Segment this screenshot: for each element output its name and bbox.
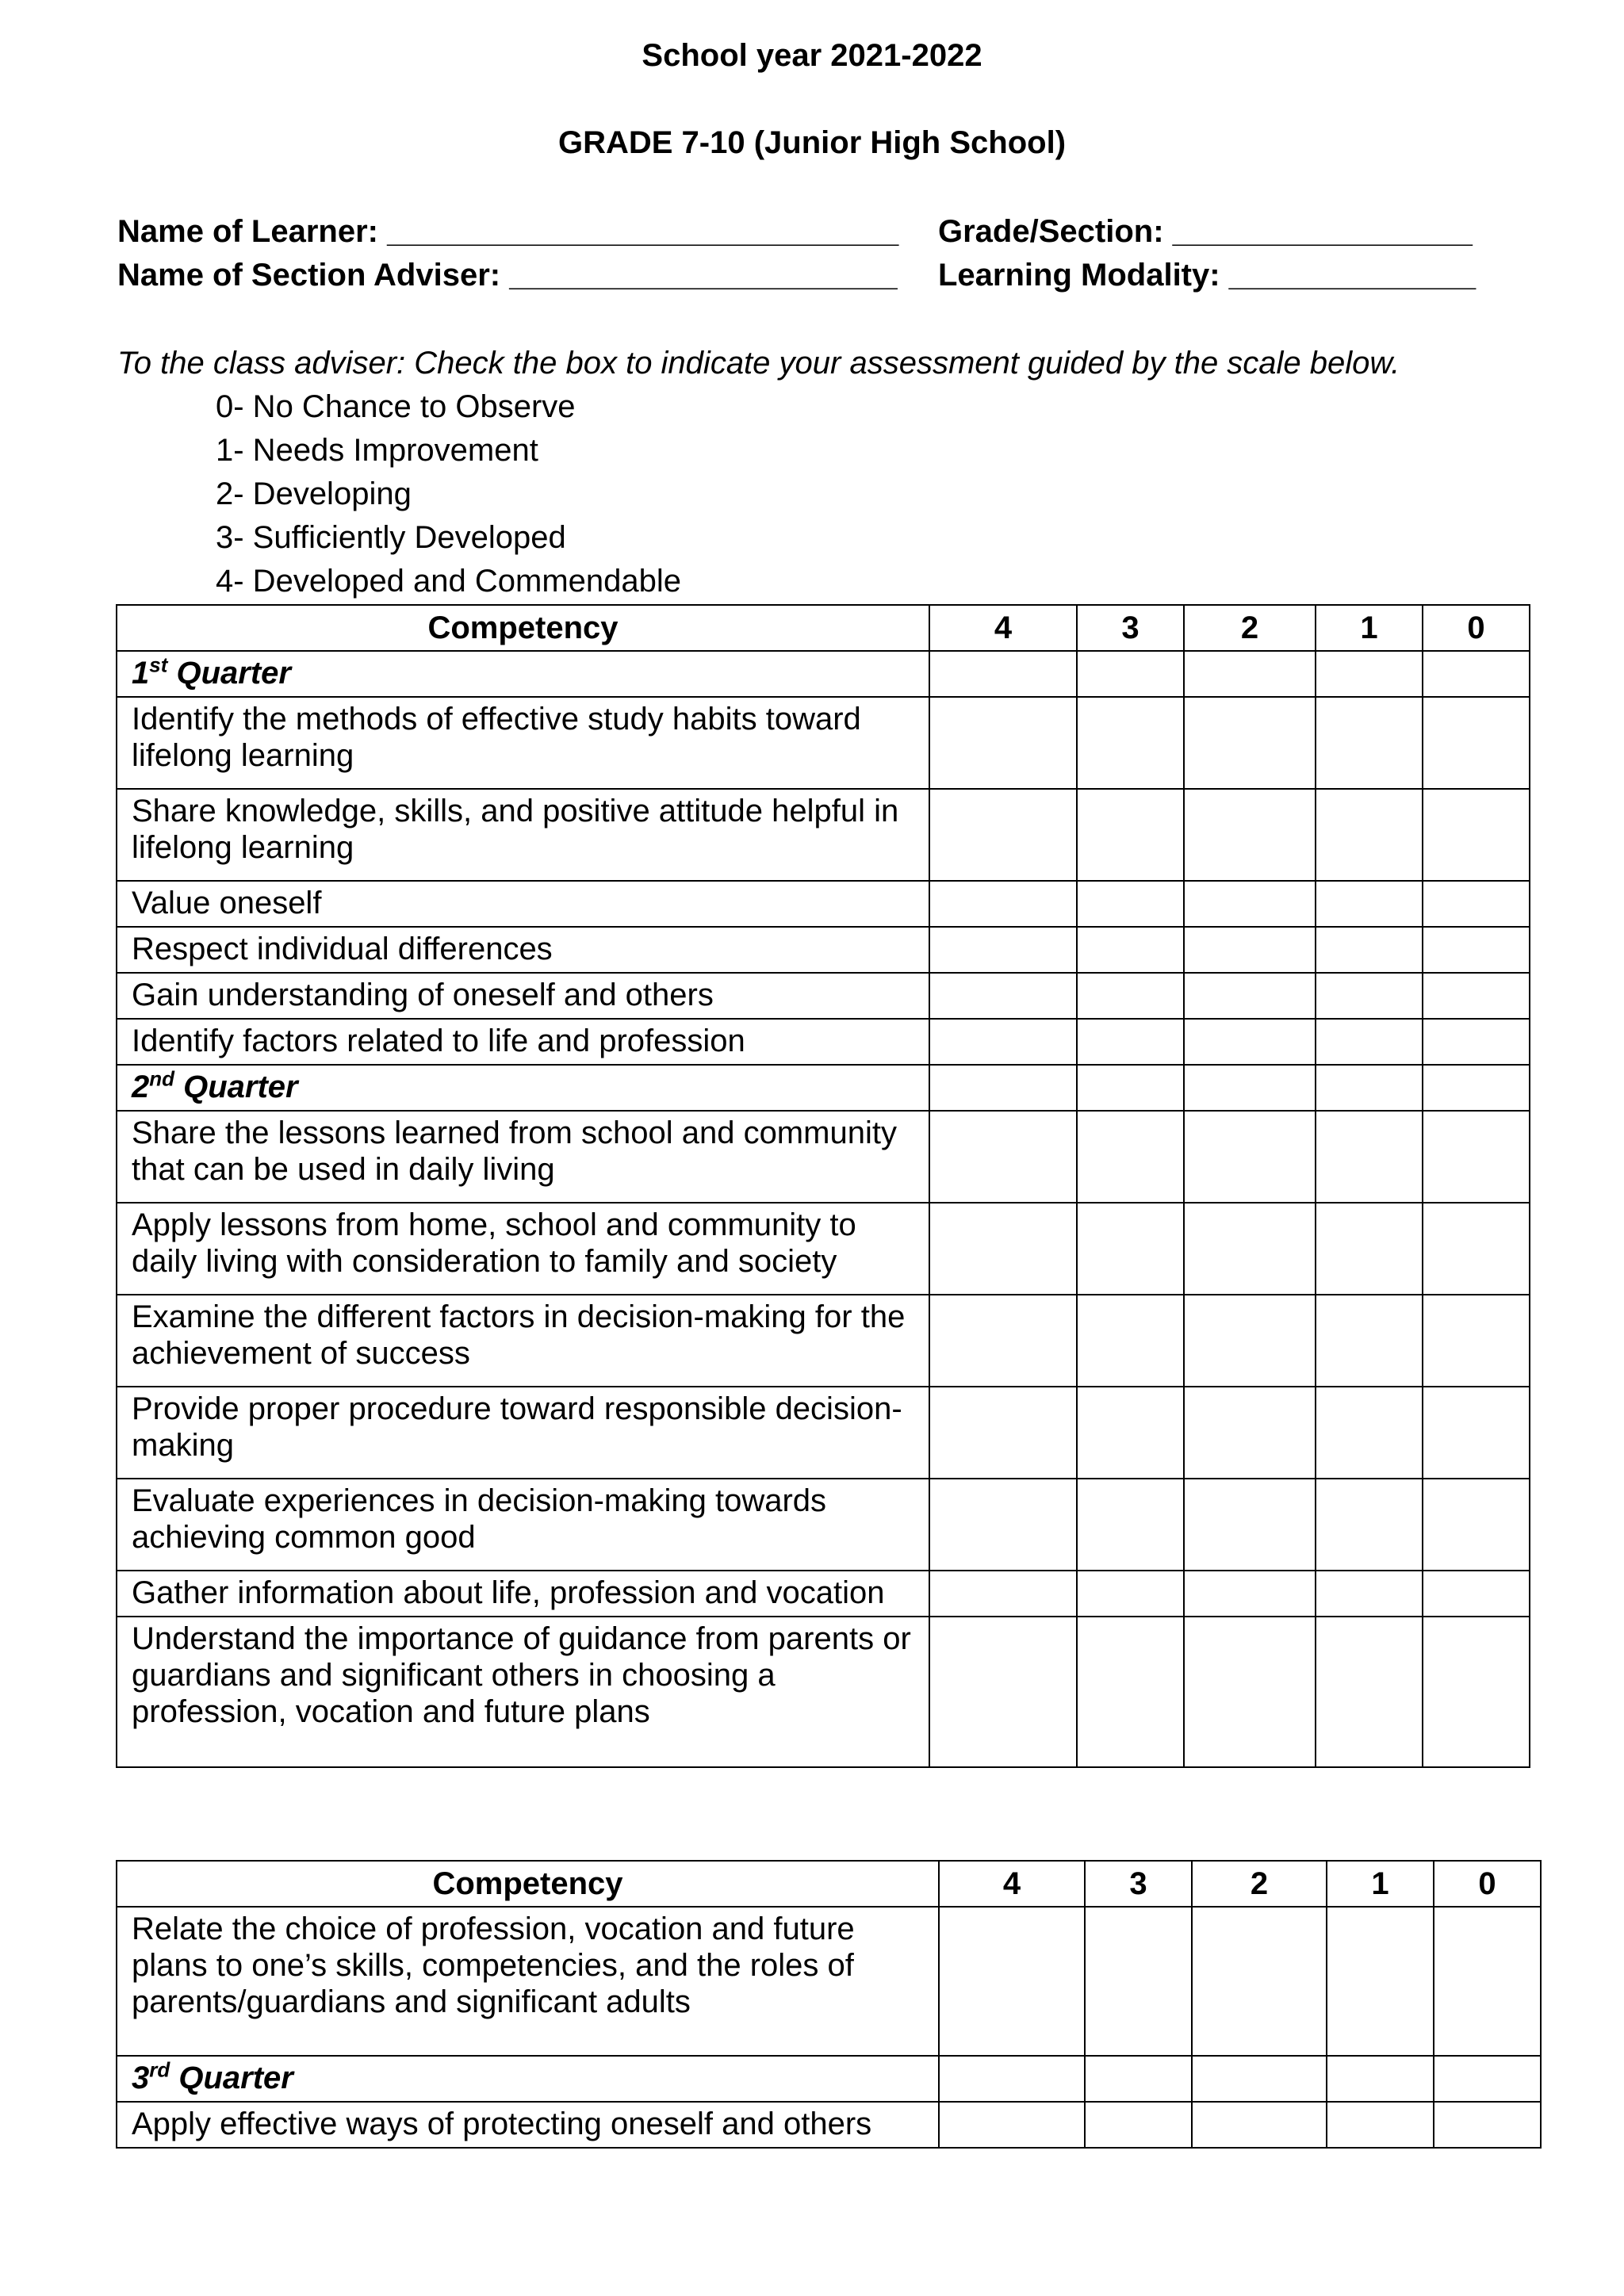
rating-cell[interactable] <box>1423 697 1530 789</box>
learning-modality-field[interactable]: Learning Modality: ______________ <box>938 258 1477 293</box>
competency-text: Identify factors related to life and profession <box>117 1019 929 1065</box>
rating-cell[interactable] <box>1184 789 1316 881</box>
rating-cell[interactable] <box>1316 1295 1423 1387</box>
adviser-name-field[interactable]: Name of Section Adviser: ______________________ <box>117 258 898 293</box>
table-row <box>117 973 1530 1019</box>
rating-cell[interactable] <box>1316 1065 1423 1111</box>
rating-cell[interactable] <box>1077 789 1184 881</box>
rating-cell[interactable] <box>1327 2056 1434 2102</box>
rating-cell[interactable] <box>1423 1111 1530 1203</box>
competency-text: Respect individual differences <box>117 927 929 973</box>
rating-cell[interactable] <box>1316 927 1423 973</box>
competency-header: Competency <box>117 1861 939 1907</box>
quarter-label-2: 2nd Quarter <box>117 1065 929 1111</box>
rating-cell[interactable] <box>1423 1019 1530 1065</box>
rating-cell[interactable] <box>1423 1203 1530 1295</box>
rating-cell[interactable] <box>929 1111 1077 1203</box>
rating-cell[interactable] <box>929 881 1077 927</box>
rating-cell[interactable] <box>1184 1019 1316 1065</box>
competency-text: Evaluate experiences in decision-making towards achieving common good <box>117 1479 929 1571</box>
rating-cell[interactable] <box>1184 1111 1316 1203</box>
competency-text: Relate the choice of profession, vocation and future plans to one’s skills, competencies, and the roles of parents/guardians and significant adults <box>117 1907 939 2056</box>
table-row <box>117 1479 1530 1571</box>
rating-cell[interactable] <box>1316 881 1423 927</box>
rating-cell[interactable] <box>1077 927 1184 973</box>
rating-header-1: 1 <box>1327 1861 1434 1907</box>
table-row <box>117 697 1530 789</box>
rating-cell[interactable] <box>929 1617 1077 1767</box>
quarter-row <box>117 2056 1541 2102</box>
rating-cell[interactable] <box>1423 927 1530 973</box>
table-row <box>117 1571 1530 1617</box>
quarter-row <box>117 651 1530 697</box>
competency-text: Share knowledge, skills, and positive attitude helpful in lifelong learning <box>117 789 929 881</box>
rating-cell[interactable] <box>1192 1907 1327 2056</box>
rating-cell[interactable] <box>1184 881 1316 927</box>
rating-cell[interactable] <box>929 1065 1077 1111</box>
rating-cell[interactable] <box>1184 1479 1316 1571</box>
table-row <box>117 789 1530 881</box>
quarter-label-1: 1st Quarter <box>117 651 929 697</box>
rating-cell[interactable] <box>929 1571 1077 1617</box>
rating-cell[interactable] <box>1085 2102 1192 2148</box>
rating-cell[interactable] <box>1316 1203 1423 1295</box>
rating-cell[interactable] <box>1184 1065 1316 1111</box>
rating-cell[interactable] <box>1077 697 1184 789</box>
rating-cell[interactable] <box>1327 1907 1434 2056</box>
competency-text: Apply lessons from home, school and community to daily living with consideration to family and society <box>117 1203 929 1295</box>
rating-cell[interactable] <box>1077 1479 1184 1571</box>
scale-item-0: 0- No Chance to Observe <box>216 389 576 424</box>
rating-cell[interactable] <box>929 1387 1077 1479</box>
table-row <box>117 1295 1530 1387</box>
rating-cell[interactable] <box>1316 1111 1423 1203</box>
competency-text: Examine the different factors in decision-making for the achievement of success <box>117 1295 929 1387</box>
rating-cell[interactable] <box>1423 1295 1530 1387</box>
rating-cell[interactable] <box>1316 1571 1423 1617</box>
rating-cell[interactable] <box>929 697 1077 789</box>
rating-header-4: 4 <box>929 605 1077 651</box>
competency-text: Provide proper procedure toward responsible decision- making <box>117 1387 929 1479</box>
quarter-row <box>117 1065 1530 1111</box>
competency-text: Gain understanding of oneself and others <box>117 973 929 1019</box>
scale-item-1: 1- Needs Improvement <box>216 433 538 468</box>
rating-cell[interactable] <box>1077 1065 1184 1111</box>
scale-item-4: 4- Developed and Commendable <box>216 564 682 599</box>
competency-text: Share the lessons learned from school and community that can be used in daily living <box>117 1111 929 1203</box>
rating-cell[interactable] <box>939 1907 1085 2056</box>
rating-cell[interactable] <box>1184 651 1316 697</box>
rating-cell[interactable] <box>929 1203 1077 1295</box>
rating-cell[interactable] <box>1423 973 1530 1019</box>
rating-cell[interactable] <box>1423 881 1530 927</box>
rating-cell[interactable] <box>929 1479 1077 1571</box>
rating-cell[interactable] <box>1423 1387 1530 1479</box>
table-header-row <box>117 1861 1541 1907</box>
rating-header-2: 2 <box>1184 605 1316 651</box>
rating-cell[interactable] <box>1423 651 1530 697</box>
rating-cell[interactable] <box>1316 1617 1423 1767</box>
table-row <box>117 1617 1530 1767</box>
rating-cell[interactable] <box>1316 697 1423 789</box>
rating-cell[interactable] <box>1316 789 1423 881</box>
instructions-text: To the class adviser: Check the box to indicate your assessment guided by the scale below. <box>117 346 1400 381</box>
rating-cell[interactable] <box>1434 1907 1541 2056</box>
rating-cell[interactable] <box>1077 651 1184 697</box>
rating-cell[interactable] <box>1423 1617 1530 1767</box>
rating-cell[interactable] <box>1434 2056 1541 2102</box>
competency-text: Apply effective ways of protecting oneself and others <box>117 2102 939 2148</box>
competency-text: Gather information about life, profession and vocation <box>117 1571 929 1617</box>
rating-cell[interactable] <box>1423 1479 1530 1571</box>
scale-item-2: 2- Developing <box>216 476 412 511</box>
competency-header: Competency <box>117 605 929 651</box>
rating-cell[interactable] <box>1184 1387 1316 1479</box>
table-header-row <box>117 605 1530 651</box>
competency-table-1 <box>116 604 1530 1768</box>
rating-cell[interactable] <box>1077 1203 1184 1295</box>
rating-header-0: 0 <box>1423 605 1530 651</box>
rating-header-4: 4 <box>939 1861 1085 1907</box>
rating-cell[interactable] <box>1085 2056 1192 2102</box>
competency-text: Value oneself <box>117 881 929 927</box>
rating-cell[interactable] <box>1434 2102 1541 2148</box>
competency-text: Understand the importance of guidance from parents or guardians and significant others in choosing a profession, vocation and future plans <box>117 1617 929 1767</box>
table-row <box>117 1203 1530 1295</box>
rating-cell[interactable] <box>1423 789 1530 881</box>
rating-cell[interactable] <box>1184 1203 1316 1295</box>
rating-cell[interactable] <box>1077 881 1184 927</box>
rating-cell[interactable] <box>929 1295 1077 1387</box>
rating-cell[interactable] <box>929 651 1077 697</box>
rating-header-1: 1 <box>1316 605 1423 651</box>
rating-cell[interactable] <box>1316 651 1423 697</box>
rating-header-2: 2 <box>1192 1861 1327 1907</box>
quarter-label-3: 3rd Quarter <box>117 2056 939 2102</box>
grade-section-field[interactable]: Grade/Section: _________________ <box>938 214 1473 249</box>
competency-table-2 <box>116 1860 1542 2149</box>
school-year-title: School year 2021-2022 <box>642 38 982 73</box>
scale-item-3: 3- Sufficiently Developed <box>216 520 566 555</box>
rating-cell[interactable] <box>1077 1111 1184 1203</box>
rating-cell[interactable] <box>1184 1571 1316 1617</box>
rating-cell[interactable] <box>929 1019 1077 1065</box>
rating-cell[interactable] <box>1316 973 1423 1019</box>
rating-cell[interactable] <box>1192 2056 1327 2102</box>
rating-cell[interactable] <box>929 927 1077 973</box>
rating-cell[interactable] <box>1423 1571 1530 1617</box>
table-row <box>117 1111 1530 1203</box>
learner-name-field[interactable]: Name of Learner: _____________________________ <box>117 214 899 249</box>
rating-cell[interactable] <box>1077 973 1184 1019</box>
competency-text: Identify the methods of effective study habits toward lifelong learning <box>117 697 929 789</box>
rating-cell[interactable] <box>1077 1019 1184 1065</box>
rating-cell[interactable] <box>939 2102 1085 2148</box>
grade-title: GRADE 7-10 (Junior High School) <box>557 125 1067 160</box>
rating-cell[interactable] <box>1077 1295 1184 1387</box>
rating-cell[interactable] <box>1184 1617 1316 1767</box>
rating-cell[interactable] <box>939 2056 1085 2102</box>
rating-cell[interactable] <box>929 789 1077 881</box>
rating-header-3: 3 <box>1077 605 1184 651</box>
rating-cell[interactable] <box>1077 1571 1184 1617</box>
rating-cell[interactable] <box>1316 1479 1423 1571</box>
table-row <box>117 1907 1541 2056</box>
rating-cell[interactable] <box>1085 1907 1192 2056</box>
rating-cell[interactable] <box>1077 1617 1184 1767</box>
table-row <box>117 1387 1530 1479</box>
rating-cell[interactable] <box>1423 1065 1530 1111</box>
rating-cell[interactable] <box>1316 1019 1423 1065</box>
rating-cell[interactable] <box>1316 1387 1423 1479</box>
table-row <box>117 927 1530 973</box>
rating-cell[interactable] <box>1184 973 1316 1019</box>
rating-cell[interactable] <box>1184 697 1316 789</box>
rating-cell[interactable] <box>1184 927 1316 973</box>
rating-cell[interactable] <box>1327 2102 1434 2148</box>
table-row <box>117 881 1530 927</box>
rating-cell[interactable] <box>1192 2102 1327 2148</box>
rating-cell[interactable] <box>1184 1295 1316 1387</box>
table-row <box>117 1019 1530 1065</box>
rating-header-0: 0 <box>1434 1861 1541 1907</box>
table-row <box>117 2102 1541 2148</box>
rating-header-3: 3 <box>1085 1861 1192 1907</box>
rating-cell[interactable] <box>929 973 1077 1019</box>
rating-cell[interactable] <box>1077 1387 1184 1479</box>
